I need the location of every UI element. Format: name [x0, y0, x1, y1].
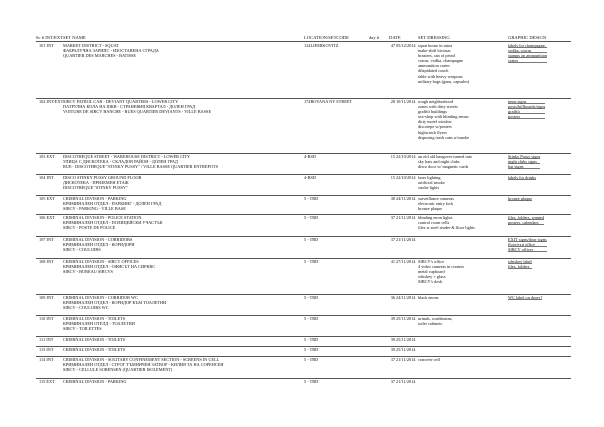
- set-dressing-line: graffiti buildings: [418, 109, 447, 115]
- set-dressing-line: control room cells: [418, 220, 450, 226]
- graphic-design-line: graffiti: [508, 109, 545, 114]
- header-date: DATE: [389, 35, 401, 40]
- location-code: [304, 215, 318, 220]
- location-code: [304, 357, 318, 362]
- set-name-line: ФАБРАЛУЧНА ЗАРИПС - ИЗОСТАВЕНА СГРАДА: [63, 48, 159, 54]
- location-code: [304, 43, 338, 48]
- set-dressing-line: blinding neon lights: [418, 215, 453, 220]
- scene-number: 111 INT: [39, 337, 54, 342]
- row-divider: [36, 258, 571, 259]
- graphic-design-line: bar signs: [508, 164, 540, 169]
- set-name: [63, 196, 161, 211]
- graphic-design: [508, 295, 542, 300]
- set-dressing-line: ammunition crates: [418, 63, 450, 69]
- set-name: [63, 259, 155, 274]
- graphic-design: [508, 99, 545, 119]
- scene-number: 105 EXT: [39, 196, 55, 201]
- scene-number: 113 INT: [39, 347, 54, 352]
- scene-number: 104 INT: [39, 175, 54, 180]
- location-code-line: 5 - TBD: [304, 347, 319, 352]
- set-dressing-line: urinals, washbasins,: [418, 316, 453, 321]
- shoot-date: 22/10/2014: [396, 154, 416, 159]
- shoot-day: 37: [390, 357, 395, 362]
- set-name-line: КРИМИНАЛЕН ОТДЕЛ - ПОЛИЦЕЙСКИ УЧАСТЪК: [63, 220, 163, 226]
- set-dressing-line: toilet cabinets: [418, 321, 442, 327]
- set-dressing-line: braziers, can of petrol: [418, 53, 456, 59]
- graphic-design-line: files, folders, wanted: [508, 215, 545, 220]
- location-code: [304, 347, 318, 352]
- set-dressing-line: SIRCV's office: [418, 259, 445, 264]
- set-name-line: DISCOTHEQUE "STINKY PUSSY": [63, 185, 128, 191]
- graphic-design-line: labels for drinks: [508, 175, 536, 180]
- location-code-line: 5 - TBD: [304, 237, 319, 242]
- shoot-date: 21/11/2014: [396, 215, 416, 220]
- graphic-design-line: posters, calendars: [508, 220, 544, 225]
- shoot-day: 41: [390, 259, 395, 264]
- location-code-line: 5 - TBD: [304, 295, 319, 300]
- shoot-date: 27/11/2014: [396, 259, 416, 264]
- row-divider: [36, 356, 571, 357]
- set-name-line: КРИМИНАЛЕН ОТДЕЛ - ОФИСЪТ НА СИРКВС: [63, 264, 156, 270]
- location-code-line: 124LIEMIKOVITZ: [304, 43, 339, 48]
- set-name-line: SIRCV - TOILETTES: [63, 326, 102, 332]
- shoot-day: 38: [390, 196, 395, 201]
- shoot-date: 05/12/2014: [396, 43, 416, 48]
- shoot-day: 39: [390, 316, 395, 321]
- location-code: [304, 237, 318, 242]
- graphic-design: [508, 43, 547, 63]
- set-dressing-line: dilapidated couch: [418, 68, 449, 74]
- shoot-date: 25/11/2014: [396, 337, 416, 342]
- scene-number: 109 INT: [39, 295, 54, 300]
- location-code: [304, 295, 318, 300]
- set-name-line: ДИСКОТЕКА - ПРИЗЕМЕН ЕТАЖ: [63, 180, 129, 186]
- set-dressing-line: metal cupboard: [418, 269, 445, 275]
- row-divider: [36, 315, 571, 316]
- set-name: [63, 215, 163, 230]
- row-divider: [36, 153, 571, 154]
- set-dressing-line: electronic entry lock: [418, 201, 454, 207]
- scene-number: 102 INT/EXT: [39, 99, 64, 104]
- graphic-design: [508, 237, 547, 252]
- graphic-design: [508, 175, 536, 180]
- set-dressing-line: an old old hangover turned into: [418, 154, 473, 159]
- header-set-dressing: SET DRESSING: [418, 35, 450, 40]
- graphic-design-line: bronze plaque: [508, 196, 533, 201]
- set-dressing-line: sex-shop with blinding neons: [418, 114, 469, 120]
- set-name: [63, 43, 159, 58]
- header-rule: [36, 41, 571, 42]
- set-name: [63, 237, 135, 252]
- set-name-line: КРИМИНАЛЕН ОТДЕЛ - ПАРКИНГ - ДОЛЕН ГРАД: [63, 201, 162, 207]
- set-dressing: [418, 175, 445, 190]
- set-dressing-line: bronze plaque: [418, 206, 443, 212]
- shoot-day: 37: [390, 215, 395, 220]
- set-name-line: SIRCV - COULOIRS: [63, 247, 101, 253]
- location-code-line: 5 - TBD: [304, 316, 319, 321]
- graphic-design-line: posts/billboards/signs: [508, 104, 546, 110]
- graphic-design-line: files, folders: [508, 264, 532, 269]
- shoot-date: 25/11/2014: [396, 347, 416, 352]
- set-dressing-line: disco door w/ magnetic cards: [418, 164, 469, 170]
- location-code: [304, 316, 318, 321]
- set-dressing-line: 4 video cameras in corners: [418, 264, 465, 270]
- location-code-line: 5 - TBD: [304, 196, 319, 201]
- set-dressing-line: table with heavy weapons: [418, 73, 463, 79]
- set-name-line: MARKET DISTRICT - SQUAT: [63, 43, 119, 48]
- set-name: [63, 357, 223, 372]
- row-divider: [36, 378, 571, 379]
- location-code-line: 4-BSD: [304, 175, 316, 180]
- location-code-line: 174BOYANA NY STREET: [304, 99, 353, 104]
- shoot-date: 21/11/2014: [396, 237, 416, 242]
- row-divider: [36, 214, 571, 215]
- scene-number: 106 EXT: [39, 215, 55, 220]
- graphic-design-line: Stinky Pussy signs: [508, 154, 541, 159]
- set-dressing-line: whiskey + glass: [418, 274, 446, 280]
- shoot-date: 24/11/2014: [396, 295, 416, 300]
- set-dressing-line: military bags (guns, capsules): [418, 78, 470, 84]
- set-dressing-line: laser lighting: [418, 175, 441, 180]
- row-divider: [36, 236, 571, 237]
- graphic-design: [508, 196, 532, 201]
- graphic-design-line: EXIT signs/door signs: [508, 237, 547, 242]
- set-dressing-line: discotepe w/posters: [418, 124, 452, 130]
- set-name: [63, 316, 135, 331]
- set-dressing-line: sky bars and night clubs: [418, 159, 460, 165]
- scene-number: 115 EXT: [39, 379, 55, 384]
- header-day: day #: [369, 35, 380, 40]
- graphic-design-line: WC label on doors?: [508, 295, 543, 300]
- set-name-line: SIRCV PATROL CAR - DEVIANT QUARTERS - LOWER CITY: [63, 99, 179, 104]
- row-divider: [36, 195, 571, 196]
- shoot-date: 25/11/2014: [396, 316, 416, 321]
- set-name-line: CRIMINAL DIVISION - CORRIDOR WC: [63, 295, 138, 300]
- set-name-line: КРИМИНАЛЕН ОТДЕЛ - КОРИДОРИ: [63, 242, 135, 248]
- location-code: [304, 99, 352, 104]
- location-code-line: 5 - TBD: [304, 357, 319, 362]
- location-code-line: 4-BSD: [304, 154, 316, 159]
- location-code: [304, 196, 318, 201]
- set-dressing: [418, 154, 472, 169]
- scene-number: 110 INT: [39, 316, 54, 321]
- set-dressing-line: concrete cell: [418, 357, 440, 362]
- set-dressing-line: rough neighborhood: [418, 99, 453, 104]
- set-dressing: [418, 99, 469, 140]
- set-dressing-line: highwatch flyers: [418, 129, 447, 135]
- set-dressing-line: disposing trash cans w/smoke: [418, 134, 470, 140]
- graphic-design-line: night clubs signs: [508, 159, 540, 164]
- set-dressing: [418, 43, 469, 84]
- shoot-date: 24/11/2014: [396, 196, 416, 201]
- set-name-line: SIRCV - PARKING - VILLE BASE: [63, 206, 126, 212]
- scene-number: 114 INT: [39, 357, 54, 362]
- scene-number: 103 EXT: [39, 154, 55, 159]
- graphic-design-line: posters: [508, 114, 545, 119]
- set-name-line: КРИМИНАЛЕН ОТЕЛД - ТОАЛЕТНИ: [63, 321, 135, 327]
- graphic-design-line: SIRCV offices: [508, 247, 547, 252]
- set-name-line: УЛИЦА С ДИСКОТЕКА - СКЛАДОВ РАЙОН - ДОЛЕН ГРАД: [63, 159, 178, 165]
- set-name-line: ПАТРУЛНА КОЛА НА ШКВ - СТРАНЕВИЯ КВАРТАЛ - ДОЛЕН ГРАД: [63, 104, 196, 110]
- set-dressing: [418, 357, 440, 362]
- set-name-line: CRIMINAL DIVISION - PARKING: [63, 379, 127, 384]
- shoot-date: 10/11/2014: [396, 99, 416, 104]
- row-divider: [36, 336, 571, 337]
- set-dressing-line: cracur, vodka, champagne: [418, 58, 463, 64]
- row-divider: [36, 346, 571, 347]
- graphic-design-line: vodka, cracur: [508, 48, 547, 53]
- shoot-day: 28: [390, 99, 395, 104]
- location-code: [304, 337, 318, 342]
- shoot-day: 39: [390, 347, 395, 352]
- set-name-line: CRIMINAL DIVISION - SIRCV OFFICES: [63, 259, 139, 264]
- set-name: [63, 175, 141, 190]
- graphic-design-line: stamps on ammunition: [508, 53, 548, 59]
- set-name: [63, 99, 211, 114]
- set-name-line: CRIMINAL DIVISION - TOILETS: [63, 347, 126, 352]
- set-name: [63, 295, 166, 310]
- set-dressing-line: artificial smoke: [418, 180, 445, 186]
- set-dressing-line: black neons: [418, 295, 439, 300]
- set-dressing-line: surveillance cameras: [418, 196, 454, 201]
- set-name-line: DISCO STINKY PUSSY GROUND FLOOR: [63, 175, 142, 180]
- set-dressing-line: files w steel reader & floor lights: [418, 225, 475, 231]
- graphic-design: [508, 154, 540, 169]
- set-dressing-line: strobe lights: [418, 185, 440, 191]
- set-name-line: RUE - DISCOTHEQUE "STINKY PUSSY" / VILLE BASSE QUARTIER ENTREPOTS: [63, 164, 218, 170]
- set-dressing: [418, 215, 475, 230]
- header-location: LOCATION/SETCODE: [304, 35, 349, 40]
- set-dressing: [418, 295, 438, 300]
- shoot-day: 47: [390, 43, 395, 48]
- set-dressing-line: squat house in ruins: [418, 43, 453, 48]
- set-dressing-line: zones with dirty streets: [418, 104, 458, 110]
- shoot-day: 39: [390, 337, 395, 342]
- set-name: [63, 154, 218, 169]
- location-code: [304, 154, 316, 159]
- set-name-line: DISCOTHEQUE STREET - WAREHOUSE DISTRICT - LOWER CITY: [63, 154, 191, 159]
- location-code: [304, 259, 318, 264]
- set-name-line: CRIMINAL DIVISION - POLICE STATION: [63, 215, 142, 220]
- graphic-design-line: whiskey label: [508, 259, 532, 264]
- location-code-line: 5 - TBD: [304, 337, 319, 342]
- graphic-design: [508, 215, 544, 225]
- set-dressing: [418, 196, 454, 211]
- header-graphic-design: GRAPHIC DESIGN: [508, 35, 547, 40]
- graphic-design-line: labels for champagne,: [508, 43, 546, 48]
- row-divider: [36, 294, 571, 295]
- set-name-line: CRIMINAL DIVISION - SOLITARY CONFINEMENT SECTION - SCREENS IN CELL: [63, 357, 220, 362]
- set-dressing-line: make-shift bivouac: [418, 48, 452, 54]
- set-name-line: CRIMINAL DIVISION - TOILETS: [63, 337, 126, 342]
- set-name-line: КРИМИНАЛЕН ОТДЕЛ - КОРИДОР КЪМ ТОАЛЕТНИ: [63, 300, 167, 306]
- set-name-line: VOITURE DE SIRCV BANCHE - RUES QUARTIER DEVIANTS - VILLE BASSE: [63, 109, 212, 115]
- graphic-design-line: floor/exit office: [508, 242, 547, 247]
- set-dressing-line: SIRCV's desk: [418, 279, 443, 285]
- location-code-line: 5 - TBD: [304, 259, 319, 264]
- shoot-day: 37: [390, 237, 395, 242]
- shoot-date: 22/10/2014: [396, 175, 416, 180]
- set-name-line: SIRCV - COULOIRS WC: [63, 305, 109, 311]
- set-name: [63, 337, 125, 342]
- graphic-design-line: neon signs: [508, 99, 545, 104]
- set-name-line: SIRCV - BUREAU SIRCVS: [63, 269, 113, 275]
- shoot-day: 37: [390, 379, 395, 384]
- shoot-date: 21/11/2014: [396, 379, 416, 384]
- scene-number: 107 INT: [39, 237, 54, 242]
- set-name-line: SIRCV - CELLULE SORENSEN (QUARTIER ISOLEMENT): [63, 367, 173, 373]
- shoot-date: 21/11/2014: [396, 357, 416, 362]
- location-code: [304, 175, 316, 180]
- set-name-line: КРИМИНАЛЕН ОТДЕЛ - СТРОГ ТЪМНИЧЕН ЗАТВОР - КИЛИЯ ТА НА СОРЕНСЕН: [63, 362, 224, 368]
- header-set-name: SET NAME: [63, 35, 86, 40]
- set-name: [63, 347, 125, 352]
- graphic-design-line: crates: [508, 58, 547, 63]
- set-name-line: CRIMINAL DIVISION - TOILETS: [63, 316, 126, 321]
- scene-number: 108 INT: [39, 259, 54, 264]
- set-name-line: CRIMINAL DIVISION - PARKING: [63, 196, 127, 201]
- location-code-line: 5 - TBD: [304, 215, 319, 220]
- set-name-line: QUARTIER DES MARCHES - BATISSE: [63, 53, 137, 59]
- shoot-day: 15: [390, 154, 395, 159]
- set-name-line: CRIMINAL DIVISION - CORRIDORS: [63, 237, 133, 242]
- set-dressing: [418, 259, 464, 284]
- row-divider: [36, 174, 571, 175]
- scene-number: 101 INT: [39, 43, 54, 48]
- location-code-line: 5 - TBD: [304, 379, 319, 384]
- set-dressing-line: dirty motel window: [418, 119, 452, 125]
- set-dressing: [418, 316, 453, 326]
- graphic-design: [508, 259, 532, 269]
- row-divider: [36, 98, 571, 99]
- shoot-day: 36: [390, 295, 395, 300]
- set-name-line: SIRCV - POSTE DE POLICE: [63, 225, 116, 231]
- shoot-day: 15: [390, 175, 395, 180]
- set-name: [63, 379, 127, 384]
- location-code: [304, 379, 318, 384]
- header-sc-intext: Sc # INT/EXT: [36, 35, 64, 40]
